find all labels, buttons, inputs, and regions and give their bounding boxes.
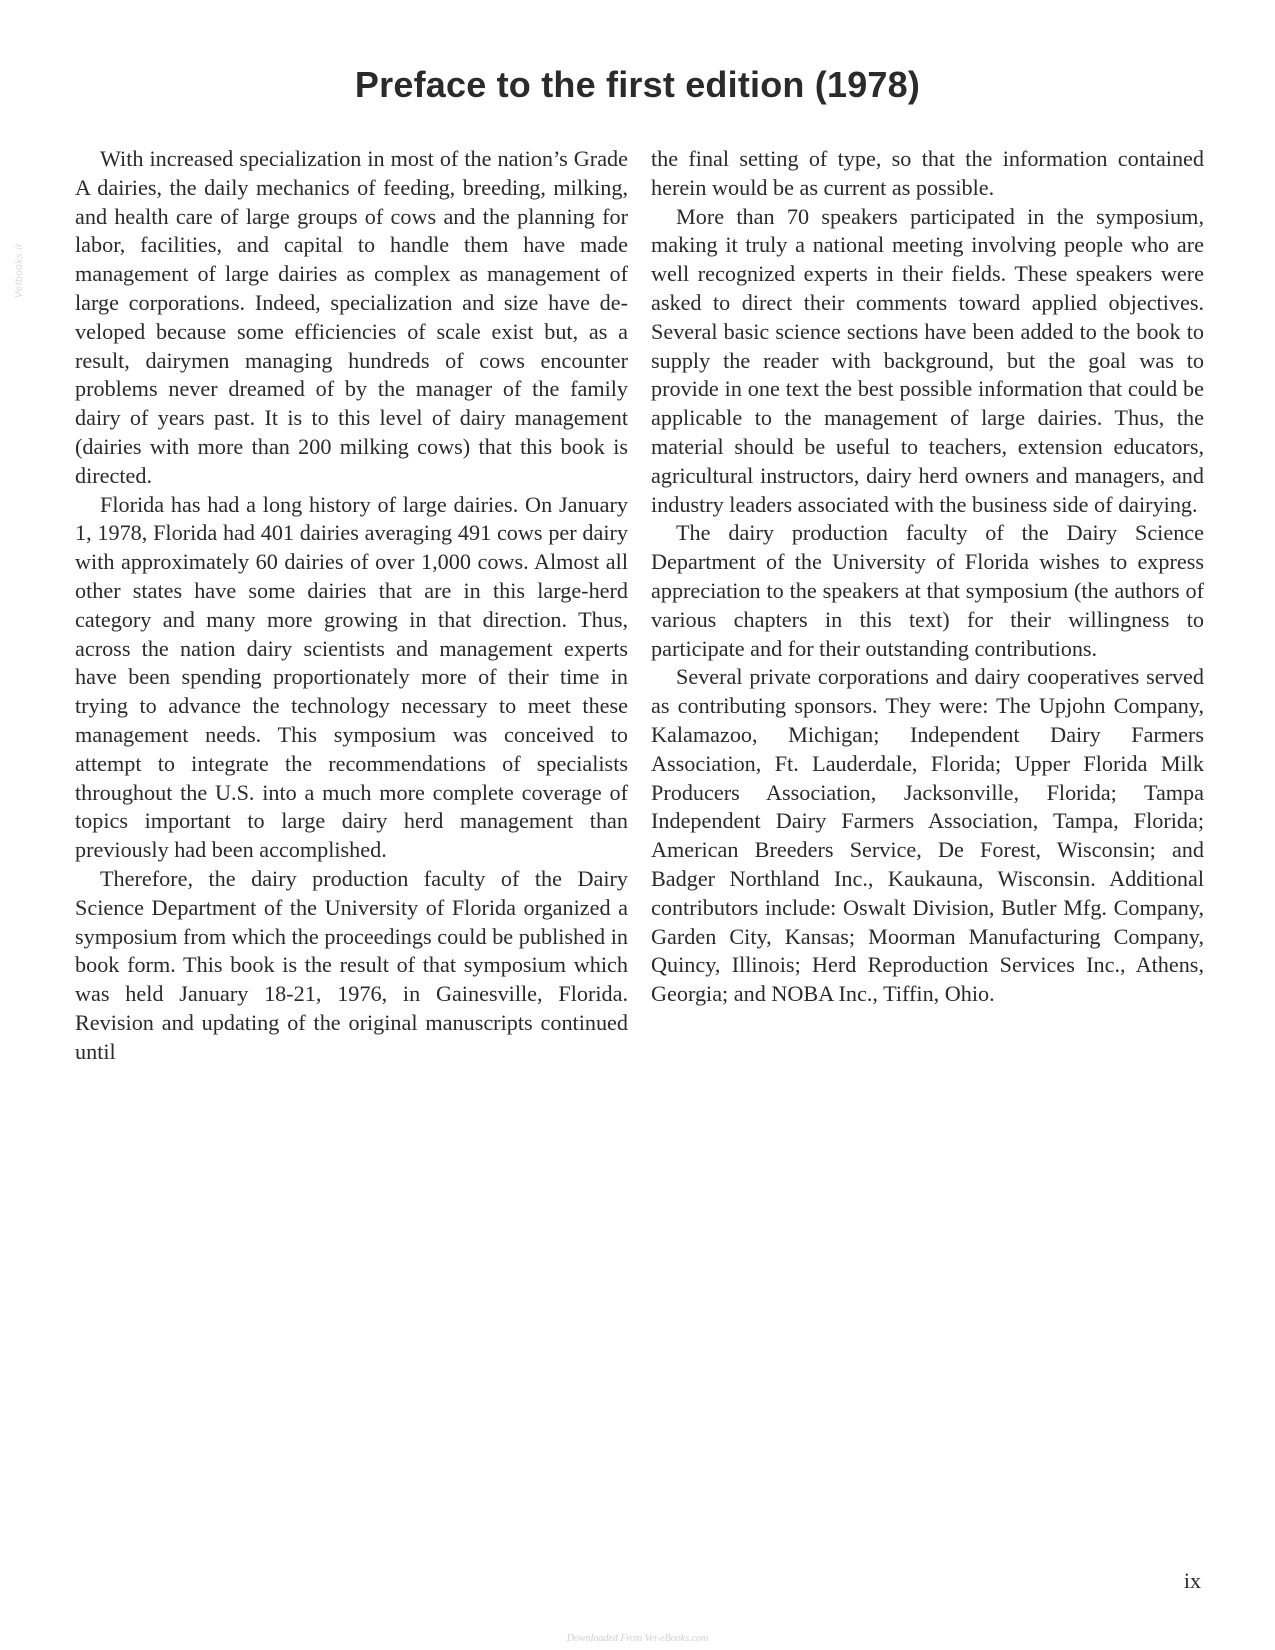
paragraph-continuation: the final setting of type, so that the information contained herein would be as current as possible. — [651, 146, 1204, 200]
page-number: ix — [1183, 1568, 1201, 1593]
left-column — [75, 145, 628, 1067]
paragraph-symposium-organized: Therefore, the dairy production faculty of the Dairy Science Department of the University of Florida organized a symposium from which the proceedings could be published in book form. This book is the result of that symposium which was held January 18-21, 1976, in Gainesville, Florida. Revision and updating of the original manuscripts continued until — [75, 865, 628, 1064]
footer-watermark: Downloaded From Vet-eBooks.com — [566, 1633, 709, 1644]
page-title: Preface to the first edition (1978) — [354, 64, 921, 105]
right-column — [651, 145, 1204, 1009]
paragraph-specialization: With increased specialization in most of the nation’s Grade A dairies, the daily mechanics of feeding, breeding, milking, and health care of large groups of cows and the planning for labor, facilities, and capital to handle them have made management of large dairies as complex as management of large corporations. Indeed, specialization and size have developed because some efficiencies of scale exist but, as a result, dairymen managing hundreds of cows encounter problems never dreamed of by the manager of the family dairy of years past. It is to this level of dairy management (dairies with more than 200 milking cows) that this book is directed. — [75, 146, 628, 488]
side-watermark: Vetbooks.ir — [14, 242, 26, 299]
paragraph-sponsors: Several private corporations and dairy cooperatives served as contributing sponsors. They were: The Upjohn Company, Kalamazoo, Michigan; Independent Dairy Farmers Association, Ft. Lauderdale, Florida; Upper Florida Milk Producers Association, Jacksonville, Florida; Tampa Independent Dairy Farmers Association, Tampa, Florida; American Breeders Service, De Forest, Wisconsin; and Badger Northland Inc., Kaukauna, Wisconsin. Additional contributors include: Oswalt Division, Butler Mfg. Company, Garden City, Kansas; Moorman Manufacturing Company, Quincy, Illinois; Herd Reproduction Services Inc., Athens, Georgia; and NOBA Inc., Tiffin, Ohio. — [651, 664, 1204, 1007]
paragraph-speakers: More than 70 speakers participated in the symposium, making it truly a national meeting involving people who are well recognized experts in their fields. These speakers were asked to direct their comments toward applied objectives. Several basic science sections have been added to the book to supply the reader with background, but the goal was to provide in one text the best possible information that could be applicable to the management of large dairies. Thus, the material should be useful to teachers, extension educators, agricultural instructors, dairy herd owners and managers, and industry leaders associated with the business side of dairying. — [651, 203, 1204, 517]
paragraph-florida-history: Florida has had a long history of large dairies. On January 1, 1978, Florida had 401 dairies averaging 491 cows per dairy with approximately 60 dairies of over 1,000 cows. Almost all other states have some dairies that are in this large-herd category and many more growing in that direction. Thus, across the nation dairy scientists and management experts have been spending proportionately more of their time in trying to advance the technology necessary to meet these management needs. This symposium was conceived to attempt to integrate the recommendations of specialists throughout the U.S. into a much more complete coverage of topics important to large dairy herd management than previously had been accomplished. — [75, 491, 628, 863]
paragraph-appreciation: The dairy production faculty of the Dairy Science Department of the University of Florida wishes to express appreciation to the speakers at that symposium (the authors of various chapters in this text) for their willingness to participate and for their outstanding contributions. — [651, 520, 1204, 661]
